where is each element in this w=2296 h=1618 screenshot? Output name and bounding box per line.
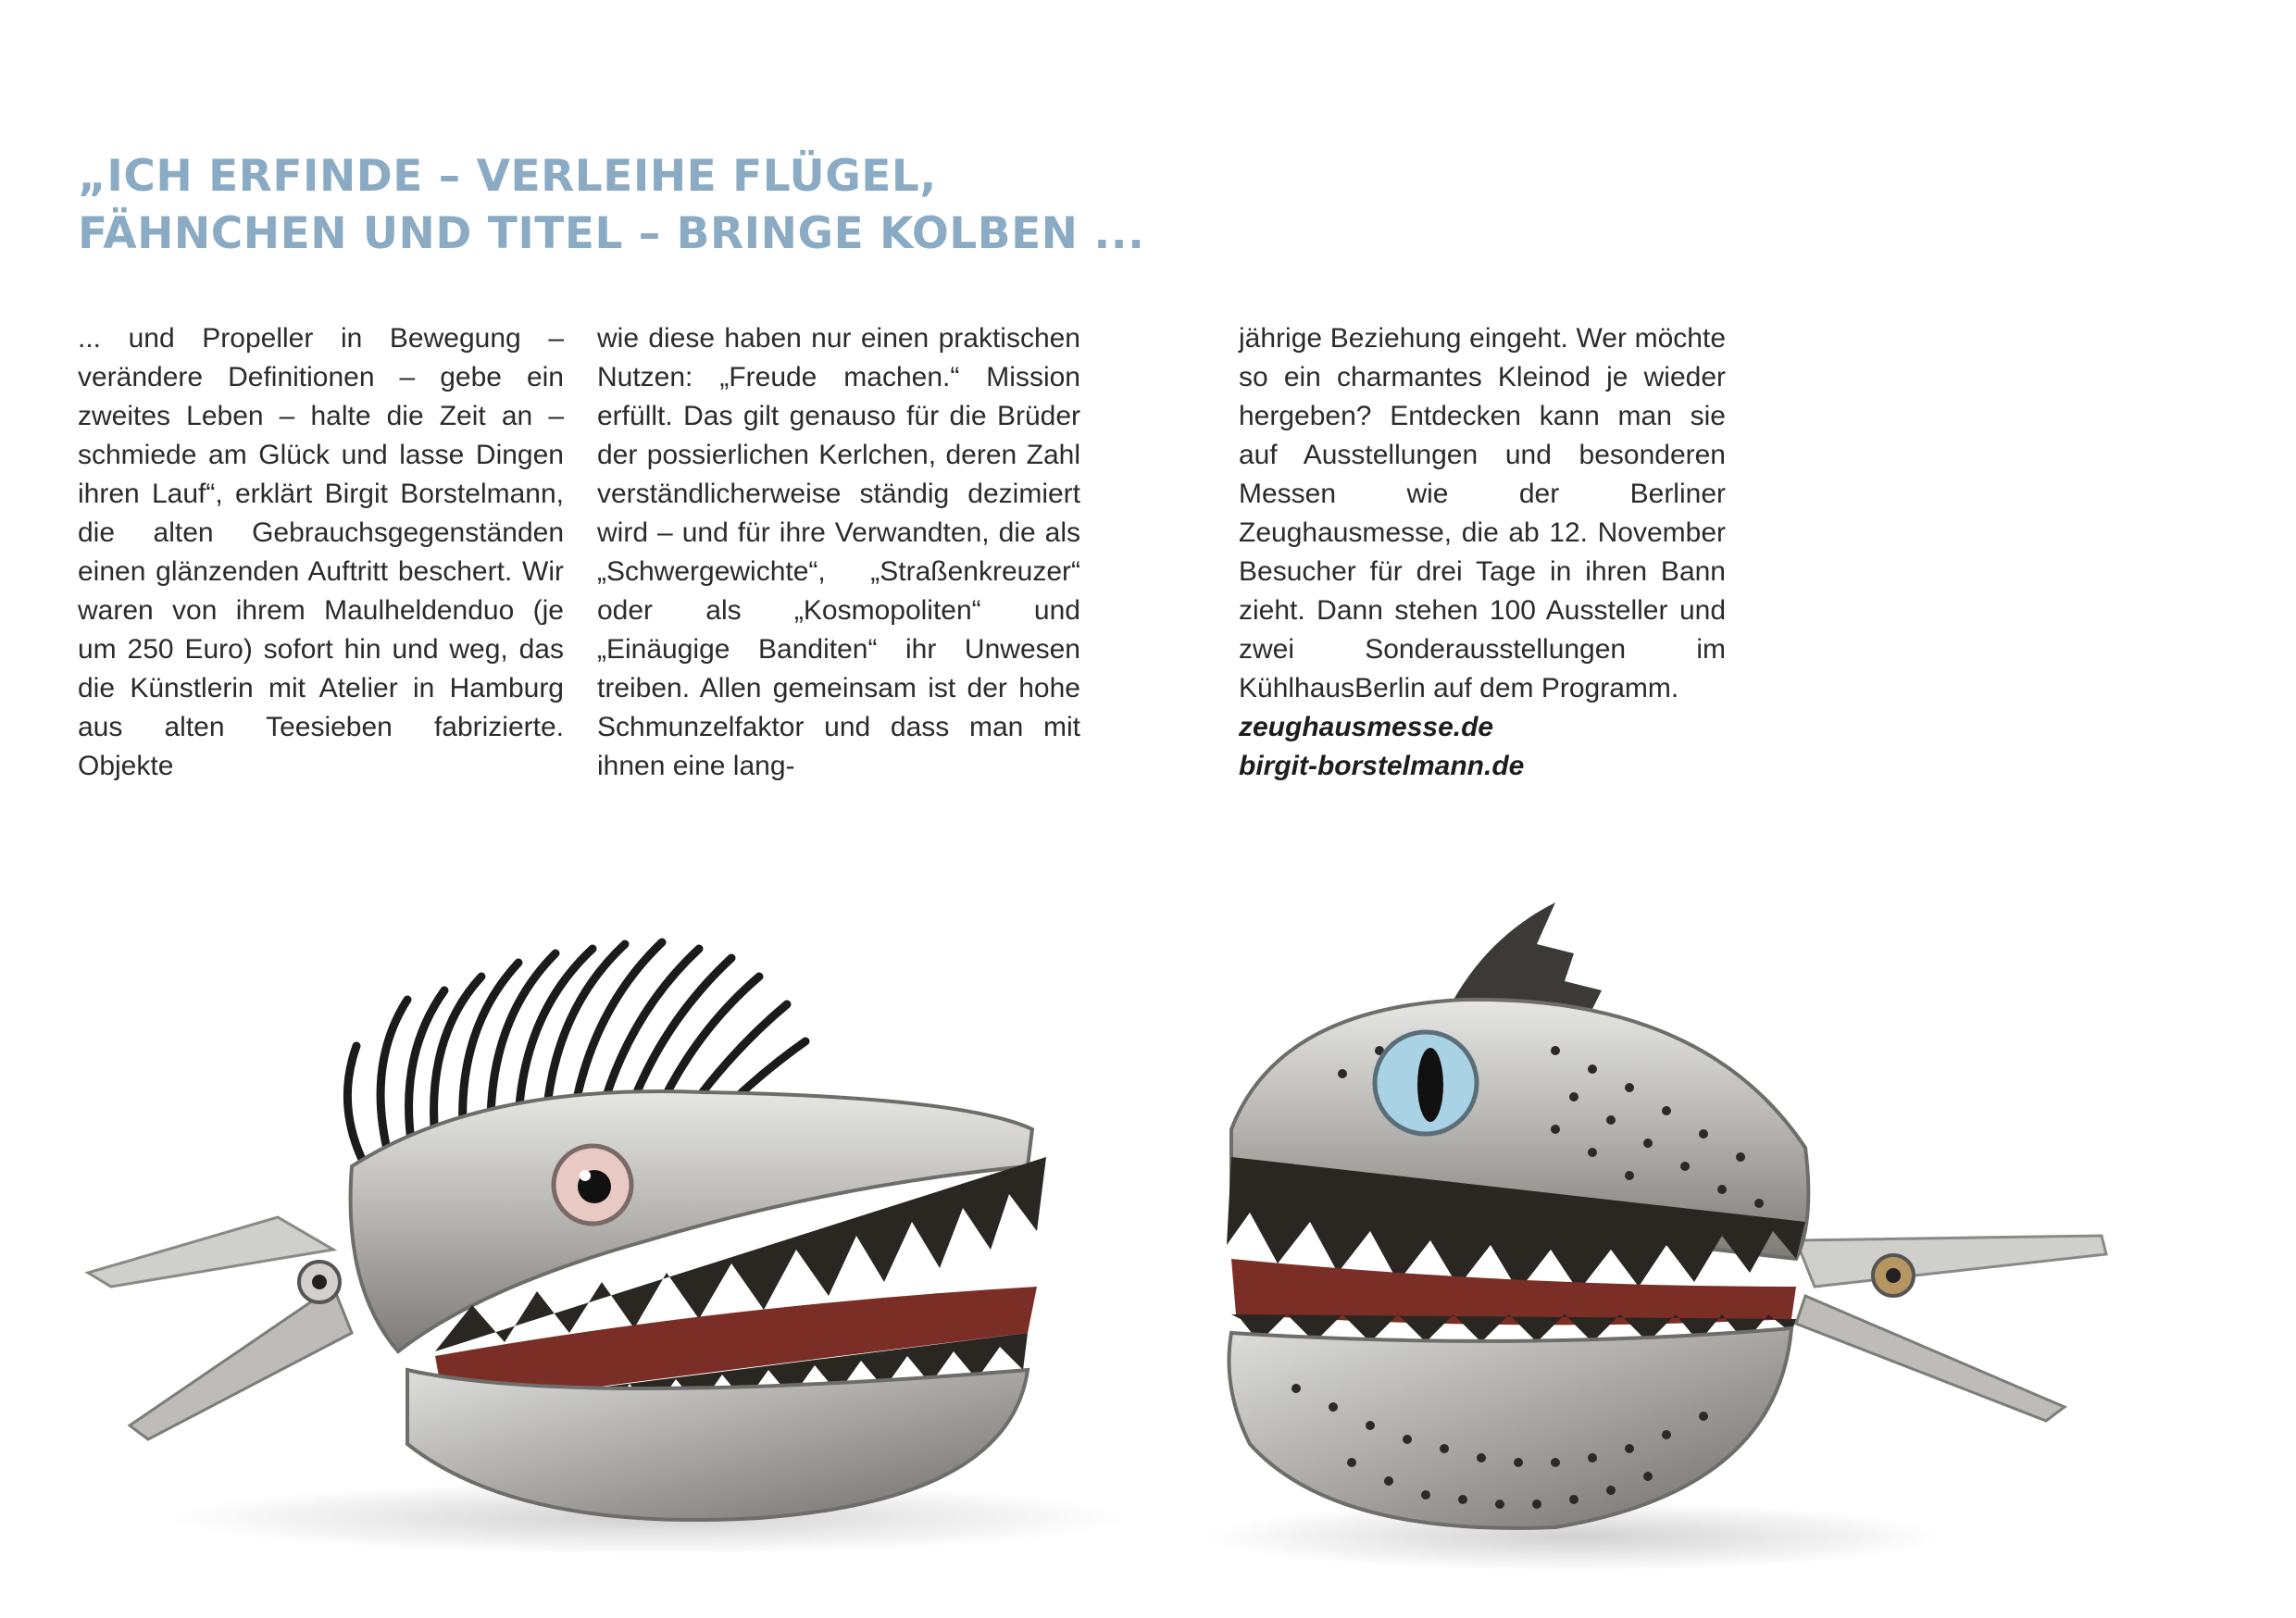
link-birgit-borstelmann[interactable]: birgit-borstelmann.de <box>1239 751 1525 781</box>
left-fish <box>88 942 1129 1555</box>
right-fish <box>1204 902 2106 1572</box>
body-column-1: ... und Propeller in Bewegung – verändere Definitionen – gebe ein zweites Leben – halte die Zeit an – schmiede am Glück und lasse Dingen ihren Lauf“, erklärt Birgit Borstelmann, die alten Gebrauchsgegenständen einen glänzenden Auftritt beschert. Wir waren von ihrem Maulheldenduo (je um 250 Euro) sofort hin und weg, das die Künstlerin mit Atelier in Hamburg aus alten Teesieben fabrizierte. Objekte <box>78 323 564 781</box>
headline-line-1: „ICH ERFINDE – VERLEIHE FLÜGEL, <box>78 151 937 202</box>
headline-line-2: FÄHNCHEN UND TITEL – BRINGE KOLBEN ... <box>78 208 1145 259</box>
headline <box>78 148 1144 263</box>
body-column-3 <box>1239 319 1726 786</box>
body-column-3-text: jährige Beziehung eingeht. Wer möchte so ein charmantes Kleinod je wieder hergeben? Entdecken kann man sie auf Ausstellungen und besonderen Messen wie der Berliner Zeughausmesse, die ab 12. November Besucher für drei Tage in ihren Bann zieht. Dann stehen 100 Aussteller und zwei Sonderausstellungen im KühlhausBerlin auf dem Programm. <box>1239 323 1726 703</box>
body-column-2: wie diese haben nur einen praktischen Nutzen: „Freude machen.“ Mission erfüllt. Das gilt genauso für die Brüder der possierlichen Kerlchen, deren Zahl verständlicherweise ständig dezimiert wird – und für ihre Verwandten, die als „Schwergewichte“, „Straßenkreuzer“ oder als „Kosmopoliten“ und „Einäugige Banditen“ ihr Unwesen treiben. Allen gemeinsam ist der hohe Schmunzelfaktor und dass man mit ihnen eine lang- <box>597 323 1080 781</box>
tea-strainer-fish-photo <box>0 852 2296 1618</box>
link-zeughausmesse[interactable]: zeughausmesse.de <box>1239 712 1494 742</box>
tea-strainer-fish-illustration <box>0 852 2296 1618</box>
